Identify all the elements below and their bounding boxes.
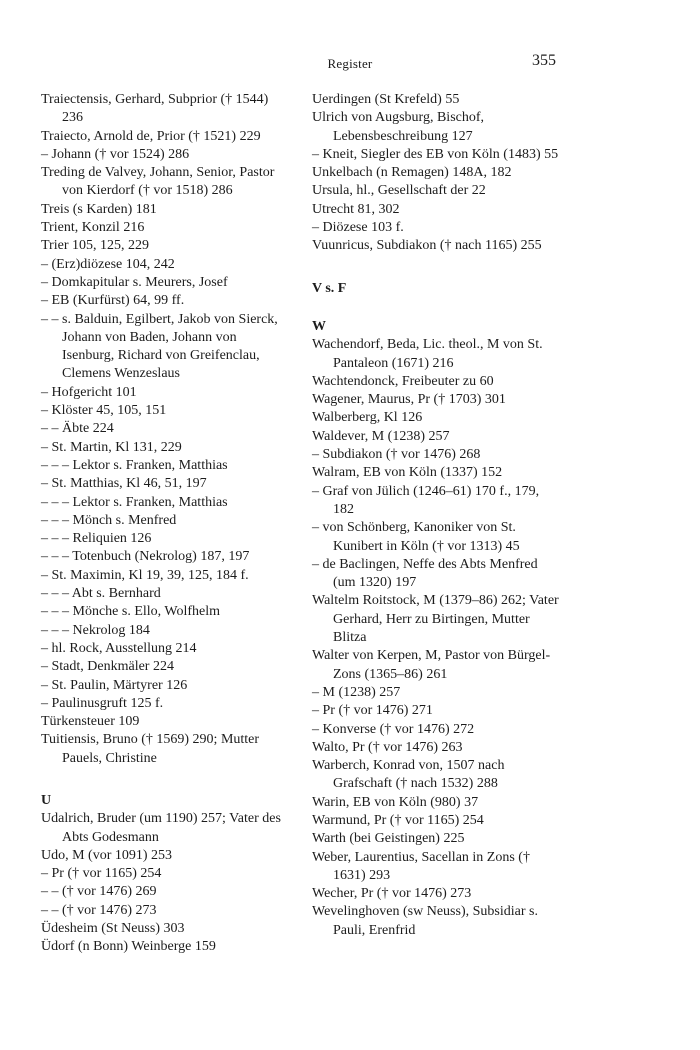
index-entry: Traiecto, Arnold de, Prior († 1521) 229 — [41, 128, 261, 144]
index-entry: – Diözese 103 f. — [312, 220, 404, 236]
index-entry: Utrecht 81, 302 — [312, 201, 400, 217]
index-entry: Türkensteuer 109 — [41, 714, 140, 730]
index-entry: Walto, Pr († vor 1476) 263 — [312, 739, 463, 755]
index-entry: Wevelinghoven (sw Neuss), Subsidiar s. Pauli, Erenfrid — [312, 904, 538, 938]
index-entry: – Klöster 45, 105, 151 — [41, 403, 167, 419]
index-entry: Trient, Konzil 216 — [41, 220, 145, 236]
running-title: Register — [327, 56, 373, 71]
index-entry: Walberberg, Kl 126 — [312, 410, 423, 426]
index-entry: Weber, Laurentius, Sacellan in Zons († 1631) 293 — [312, 849, 530, 883]
index-entry: – M (1238) 257 — [312, 684, 401, 700]
index-entry: – Graf von Jülich (1246–61) 170 f., 179, 182 — [312, 483, 540, 517]
index-entry: Treding de Valvey, Johann, Senior, Pastor von Kierdorf († vor 1518) 286 — [41, 165, 275, 199]
index-entry: – – – Nekrolog 184 — [41, 622, 150, 638]
index-entry: Waltelm Roitstock, M (1379–86) 262; Vater Gerhard, Herr zu Birtingen, Mutter Blitza — [312, 593, 559, 646]
index-entry: Wagener, Maurus, Pr († 1703) 301 — [312, 392, 506, 408]
index-entry: – Domkapitular s. Meurers, Josef — [41, 274, 228, 290]
index-entry: Warin, EB von Köln (980) 37 — [312, 794, 479, 810]
index-entry: Warth (bei Geistingen) 225 — [312, 831, 465, 847]
left-entries-u — [41, 810, 289, 956]
index-entry: Walter von Kerpen, M, Pastor von Bürgel-Zons (1365–86) 261 — [312, 648, 551, 682]
left-entries-t — [41, 91, 289, 768]
index-entry: – Konverse († vor 1476) 272 — [312, 721, 475, 737]
index-entry: – de Baclingen, Neffe des Abts Menfred (um 1320) 197 — [312, 556, 538, 591]
index-entry: Unkelbach (n Remagen) 148A, 182 — [312, 165, 512, 181]
index-entry: – St. Matthias, Kl 46, 51, 197 — [41, 476, 207, 492]
index-entry: Ursula, hl., Gesellschaft der 22 — [312, 183, 486, 199]
index-entry: – St. Maximin, Kl 19, 39, 125, 184 f. — [41, 567, 249, 583]
index-entry: – – († vor 1476) 273 — [41, 902, 157, 918]
right-column — [312, 91, 560, 940]
index-entry: Wachtendonck, Freibeuter zu 60 — [312, 373, 494, 389]
index-entry: – – – Totenbuch (Nekrolog) 187, 197 — [41, 549, 250, 565]
index-entry: Waldever, M (1238) 257 — [312, 428, 450, 444]
section-heading-u: U — [41, 792, 52, 808]
index-entry: – – Äbte 224 — [41, 421, 114, 437]
index-entry: – – († vor 1476) 269 — [41, 884, 157, 900]
index-entry: – – – Mönch s. Menfred — [41, 512, 177, 528]
index-entry: Udo, M (vor 1091) 253 — [41, 847, 173, 863]
page-header — [0, 52, 700, 76]
index-entry: – – – Mönche s. Ello, Wolfhelm — [41, 604, 221, 620]
index-entry: – Pr († vor 1476) 271 — [312, 703, 433, 719]
index-entry: – – – Reliquien 126 — [41, 531, 152, 547]
index-entry: Warberch, Konrad von, 1507 nach Grafschaft († nach 1532) 288 — [312, 758, 505, 792]
index-entry: Üdesheim (St Neuss) 303 — [41, 921, 185, 937]
index-entry: – St. Martin, Kl 131, 229 — [41, 439, 182, 455]
index-entry: Wachendorf, Beda, Lic. theol., M von St. Pantaleon (1671) 216 — [312, 337, 543, 371]
index-entry: – Paulinusgruft 125 f. — [41, 695, 164, 711]
index-entry: Walram, EB von Köln (1337) 152 — [312, 465, 503, 481]
index-entry: Wecher, Pr († vor 1476) 273 — [312, 886, 472, 902]
index-entry: – St. Paulin, Märtyrer 126 — [41, 677, 188, 693]
index-entry: – Subdiakon († vor 1476) 268 — [312, 447, 481, 463]
index-entry: – (Erz)diözese 104, 242 — [41, 256, 175, 272]
index-entry: – – – Lektor s. Franken, Matthias — [41, 494, 228, 510]
index-entry: Uerdingen (St Krefeld) 55 — [312, 92, 460, 107]
section-heading-v: V s. F — [312, 280, 347, 296]
right-entries-u — [312, 91, 560, 256]
index-entry: Tuitiensis, Bruno († 1569) 290; Mutter Pauels, Christine — [41, 732, 260, 766]
index-entry: Ulrich von Augsburg, Bischof, Lebensbeschreibung 127 — [312, 110, 485, 144]
left-column — [41, 91, 289, 957]
index-entry: – Johann († vor 1524) 286 — [41, 146, 190, 162]
index-entry: Traiectensis, Gerhard, Subprior († 1544) 236 — [41, 92, 269, 126]
index-entry: Warmund, Pr († vor 1165) 254 — [312, 812, 484, 828]
index-entry: – hl. Rock, Ausstellung 214 — [41, 640, 197, 656]
index-entry: – – s. Balduin, Egilbert, Jakob von Sierck, Johann von Baden, Johann von Isenburg, Richard von Greifenclau, Clemens Wenzeslaus — [41, 311, 278, 382]
right-entries-w — [312, 336, 560, 940]
index-entry: Udalrich, Bruder (um 1190) 257; Vater des Abts Godesmann — [41, 811, 281, 845]
index-entry: – Hofgericht 101 — [41, 384, 137, 400]
index-entry: Vuunricus, Subdiakon († nach 1165) 255 — [312, 238, 542, 254]
index-entry: – EB (Kurfürst) 64, 99 ff. — [41, 293, 185, 309]
section-heading-w: W — [312, 318, 326, 334]
index-entry: – Pr († vor 1165) 254 — [41, 866, 162, 882]
index-entry: Üdorf (n Bonn) Weinberge 159 — [41, 939, 216, 955]
index-entry: Trier 105, 125, 229 — [41, 238, 149, 254]
index-entry: Treis (s Karden) 181 — [41, 201, 157, 217]
index-entry: – – – Abt s. Bernhard — [41, 586, 161, 602]
index-entry: – Stadt, Denkmäler 224 — [41, 659, 174, 675]
index-entry: – Kneit, Siegler des EB von Köln (1483) 55 — [312, 146, 559, 162]
page-number: 355 — [532, 52, 556, 69]
index-entry: – von Schönberg, Kanoniker von St. Kunibert in Köln († vor 1313) 45 — [312, 520, 520, 554]
index-entry: – – – Lektor s. Franken, Matthias — [41, 457, 228, 473]
